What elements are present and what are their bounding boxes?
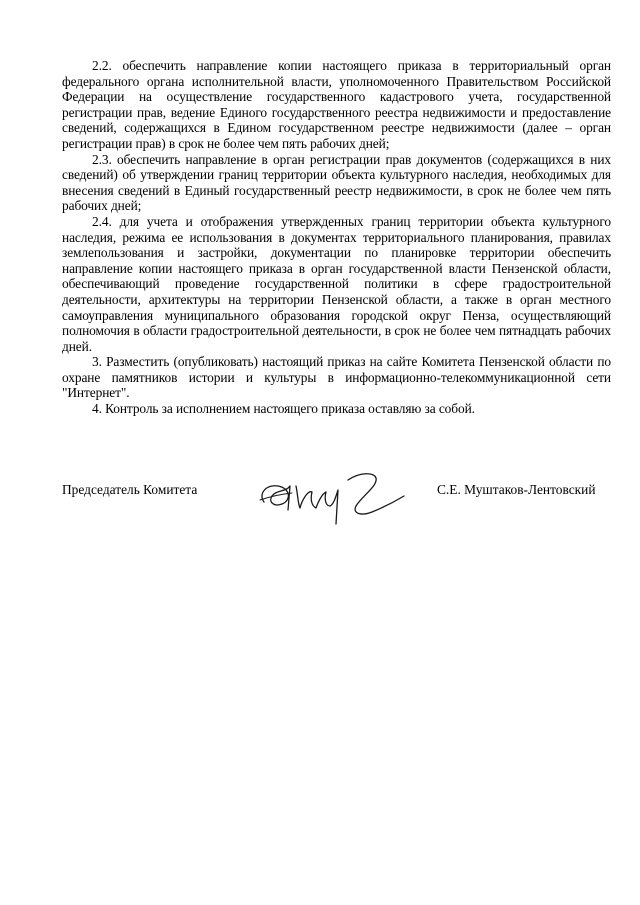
signer-position: Председатель Комитета [62, 482, 198, 497]
handwritten-signature [252, 466, 412, 526]
signature-block [62, 466, 611, 526]
document-body [62, 58, 611, 417]
signer-name: С.Е. Муштаков-Лентовский [437, 482, 596, 497]
paragraph-2-2: 2.2. обеспечить направление копии настоящего приказа в территориальный орган федерального органа исполнительной власти, уполномоченного Правительством Российской Федерации на осуществление государственного кадастрового учета, государственной регистрации прав, ведение Единого государственного реестра недвижимости и предоставление сведений, содержащихся в Едином государственном реестре недвижимости (далее – орган регистрации прав) в срок не более чем пять рабочих дней; [62, 58, 611, 151]
paragraph-2-4: 2.4. для учета и отображения утвержденных границ территории объекта культурного наследия, режима ее использования в документах территориального планирования, правилах землепользования и застройки, документации по планировке территории обеспечить направление копии настоящего приказа в орган государственной власти Пензенской области, обеспечивающий проведение государственной политики в сфере градостроительной деятельности, архитектуры на территории Пензенской области, а также в орган местного самоуправления муниципального образования городской округ Пенза, осуществляющий полномочия в области градостроительной деятельности, в срок не более чем пятнадцать рабочих дней. [62, 213, 611, 354]
paragraph-4: 4. Контроль за исполнением настоящего приказа оставляю за собой. [92, 401, 475, 417]
paragraph-2-3: 2.3. обеспечить направление в орган регистрации прав документов (содержащихся в них сведений) об утверждении границ территории объекта культурного наследия, необходимых для внесения сведений в Единый государственный реестр недвижимости, в срок не более чем пять рабочих дней; [62, 151, 611, 214]
paragraph-3: 3. Разместить (опубликовать) настоящий приказ на сайте Комитета Пензенской области по охране памятников истории и культуры в информационно-телекоммуникационной сети "Интернет". [62, 354, 611, 401]
